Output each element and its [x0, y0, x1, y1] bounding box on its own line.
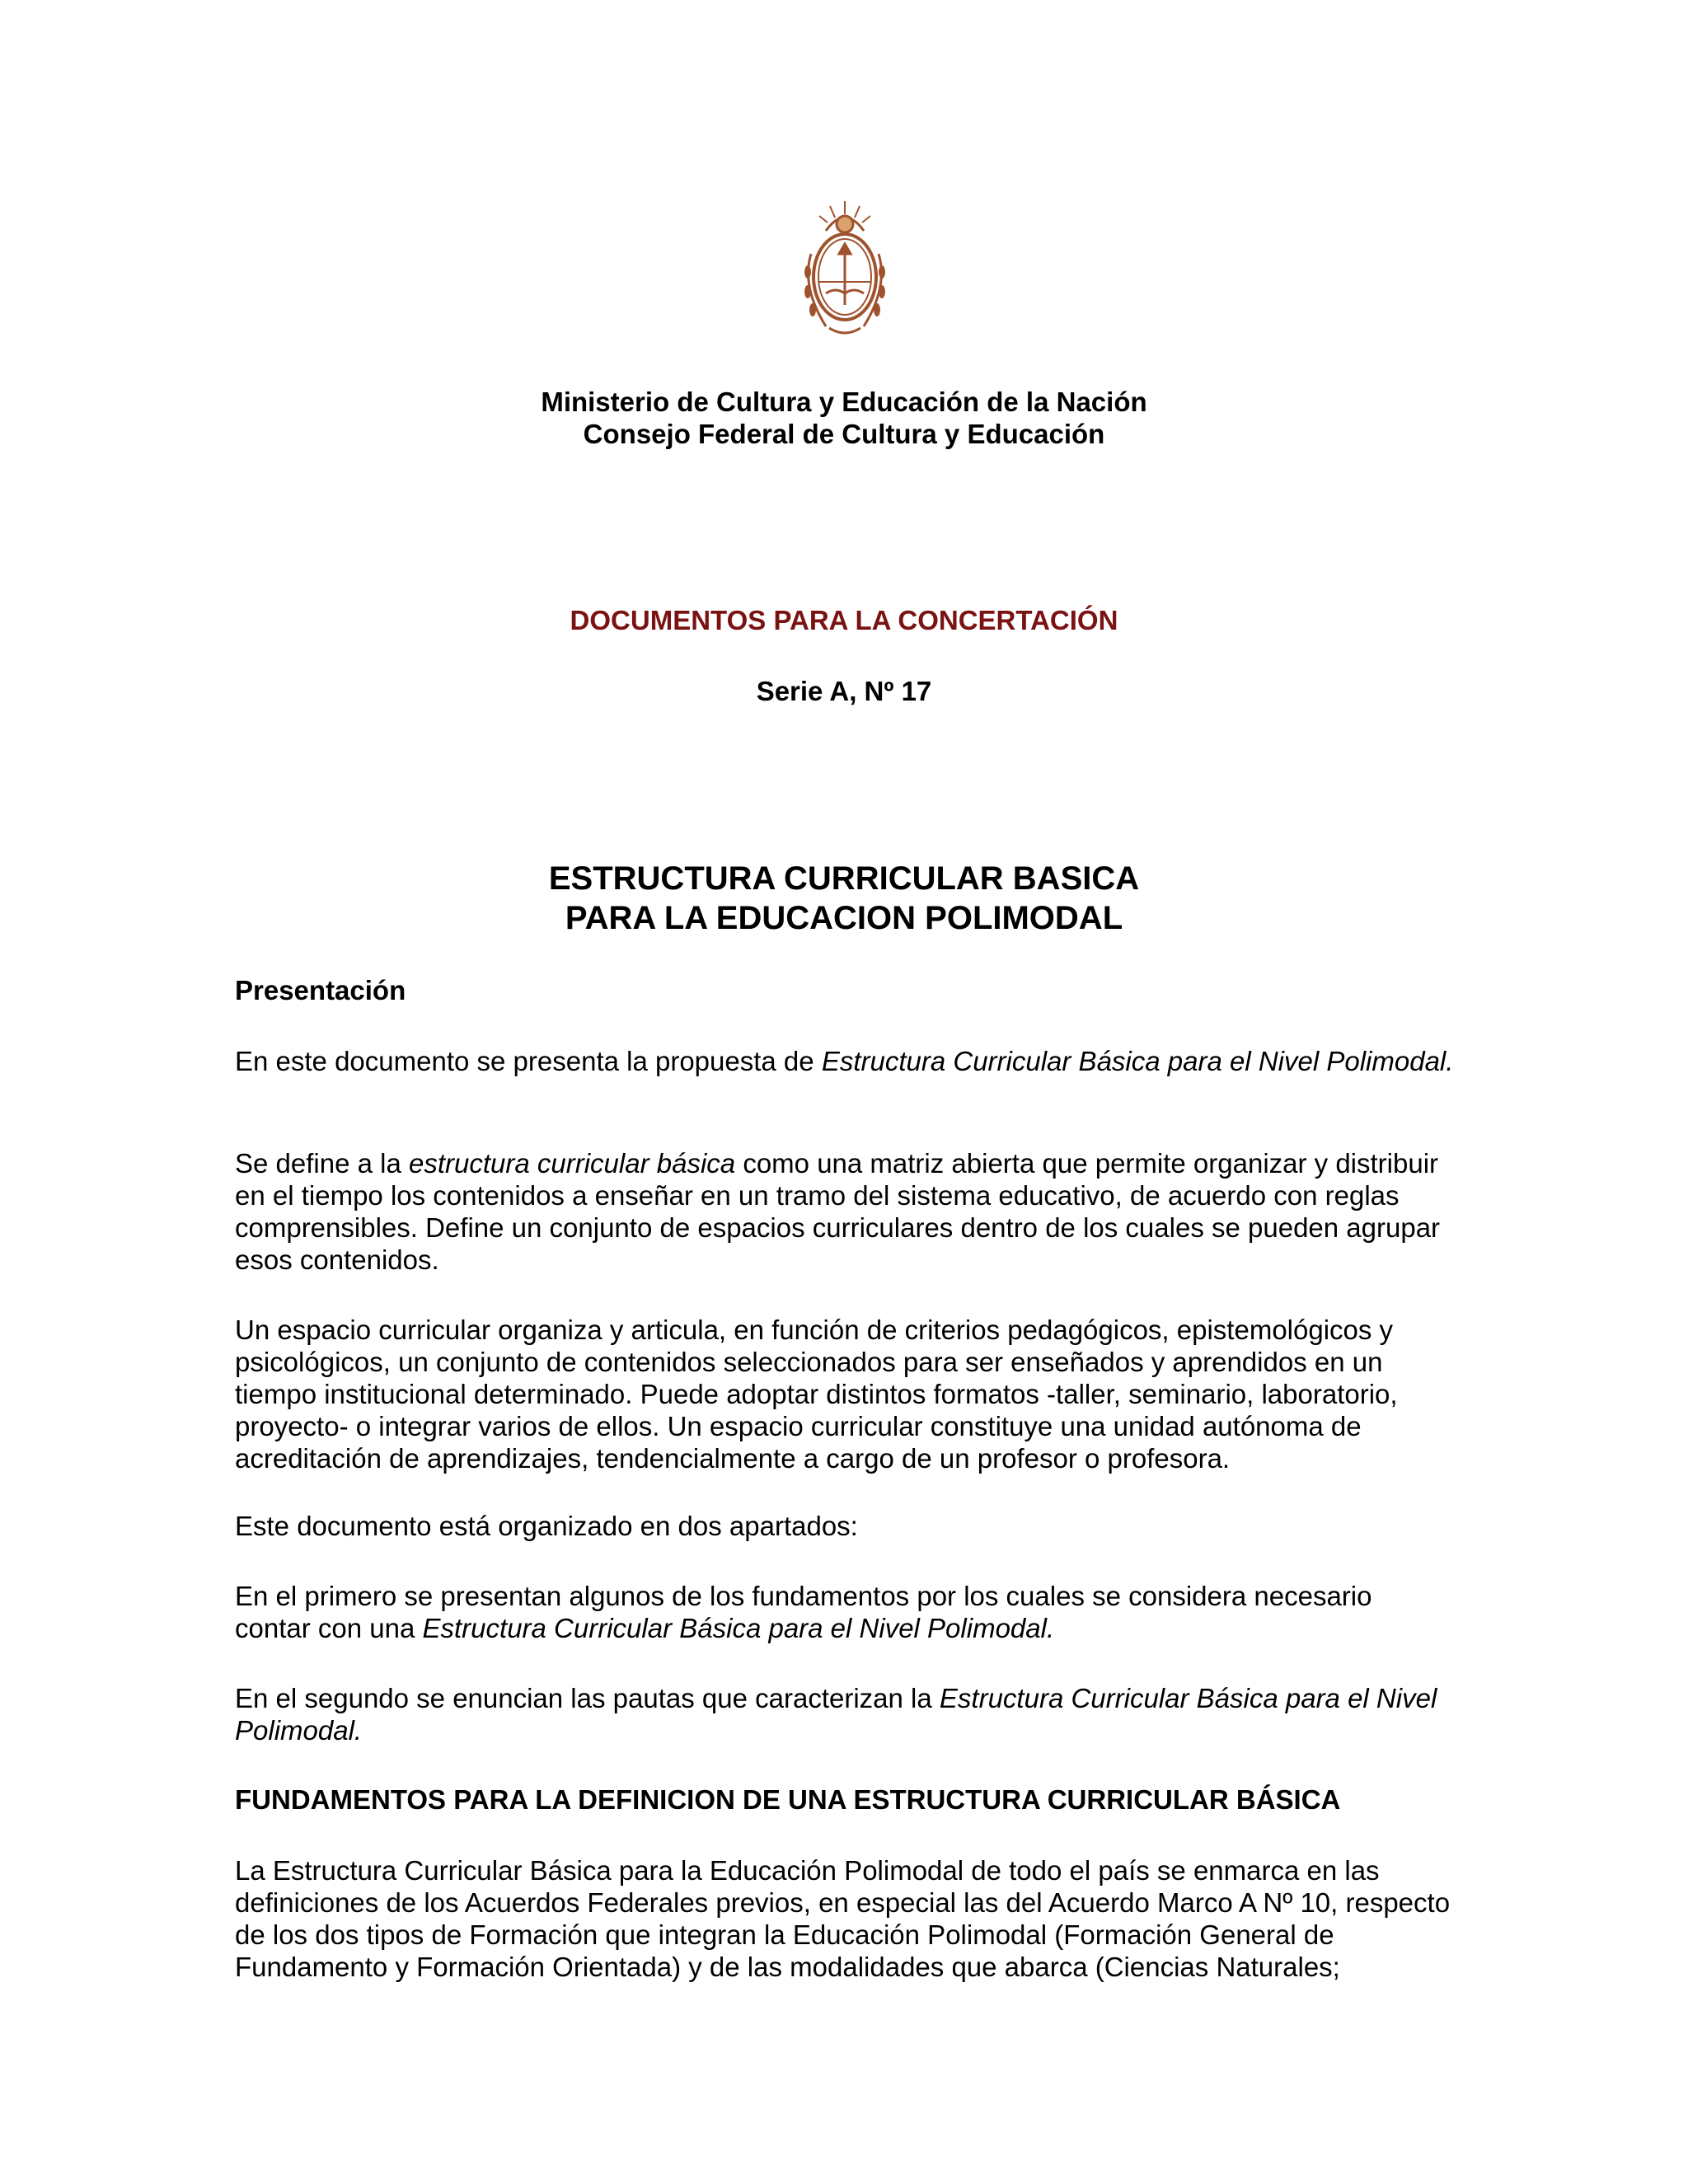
paragraph-1: En este documento se presenta la propuesta de Estructura Curricular Básica para el Nivel Polimodal.: [235, 1046, 1454, 1076]
document-title-line2: PARA LA EDUCACION POLIMODAL: [565, 900, 1123, 936]
paragraph-6: En el segundo se enuncian las pautas que caracterizan la Estructura Curricular Básica para el Nivel Polimodal.: [235, 1683, 1437, 1746]
paragraph-5: En el primero se presentan algunos de los fundamentos por los cuales se considera necesario contar con una Estructura Curricular Básica para el Nivel Polimodal.: [235, 1581, 1372, 1643]
section-heading-presentacion: Presentación: [235, 975, 406, 1005]
paragraph-4: Este documento está organizado en dos apartados:: [235, 1511, 858, 1541]
document-title-line1: ESTRUCTURA CURRICULAR BASICA: [548, 860, 1140, 897]
paragraph-3: Un espacio curricular organiza y articula, en función de criterios pedagógicos, epistemológicos y psicológicos, un conjunto de contenidos seleccionados para ser enseñados y aprendidos en un tiempo institucional determinado. Puede adoptar distintos formatos -taller, seminario, laboratorio, proyecto- o integrar varios de ellos. Un espacio curricular constituye una unidad autónoma de acreditación de aprendizajes, tendencialmente a cargo de un profesor o profesora.: [235, 1315, 1398, 1474]
series-label: DOCUMENTOS PARA LA CONCERTACIÓN: [570, 605, 1118, 635]
paragraph-2: Se define a la estructura curricular básica como una matriz abierta que permite organizar y distribuir en el tiempo los contenidos a enseñar en un tramo del sistema educativo, de acuerdo con reglas comprensibles. Define un conjunto de espacios curriculares dentro de los cuales se pueden agrupar esos contenidos.: [235, 1148, 1441, 1275]
ministry-name: Ministerio de Cultura y Educación de la Nación: [541, 387, 1147, 417]
section-heading-fundamentos: FUNDAMENTOS PARA LA DEFINICION DE UNA ESTRUCTURA CURRICULAR BÁSICA: [235, 1784, 1341, 1815]
council-name: Consejo Federal de Cultura y Educación: [583, 419, 1105, 449]
coat-of-arms-icon: [793, 196, 897, 344]
series-number: Serie A, Nº 17: [756, 676, 932, 706]
paragraph-7: La Estructura Curricular Básica para la Educación Polimodal de todo el país se enmarca en las definiciones de los Acuerdos Federales previos, en especial las del Acuerdo Marco A Nº 10, respecto de los dos tipos de Formación que integran la Educación Polimodal (Formación General de Fundamento y Formación Orientada) y de las modalidades que abarca (Ciencias Naturales;: [235, 1855, 1451, 1982]
